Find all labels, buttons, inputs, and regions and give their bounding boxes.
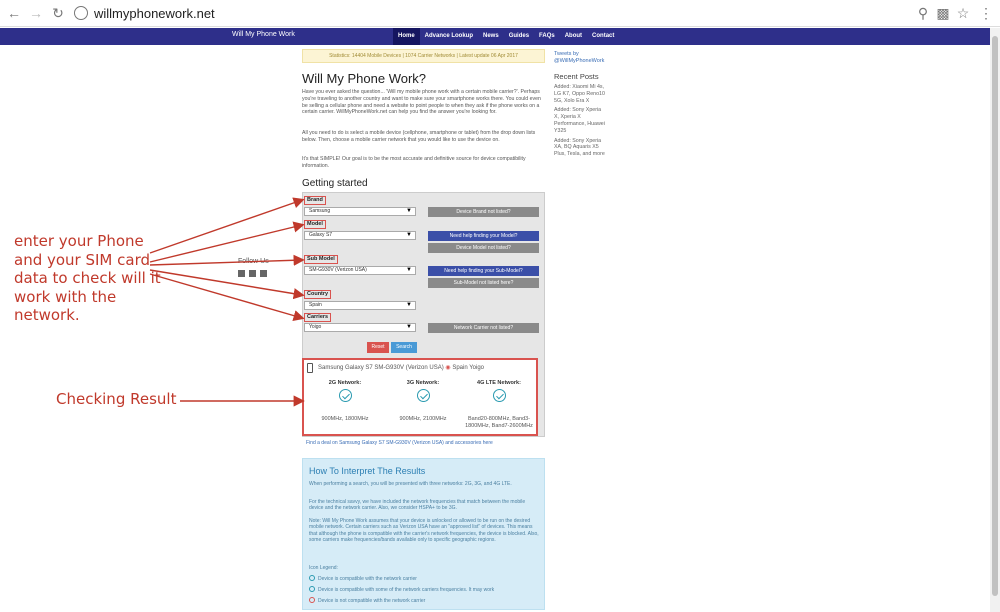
submodel-not-listed-button[interactable]: Sub-Model not listed here?	[428, 278, 539, 288]
bookmark-star-icon[interactable]: ☆	[956, 5, 970, 21]
submodel-help-button[interactable]: Need help finding your Sub-Model?	[428, 266, 539, 276]
annotation-text	[14, 232, 184, 325]
network-2g-title: 2G Network:	[328, 380, 362, 386]
result-panel	[302, 358, 538, 436]
browser-toolbar	[0, 0, 1000, 27]
zoom-icon[interactable]: ⚲	[917, 5, 929, 21]
twitter-icon[interactable]	[238, 270, 245, 277]
site-navbar	[0, 28, 1000, 45]
address-bar[interactable]	[74, 4, 974, 23]
nav-about[interactable]: About	[564, 33, 583, 39]
network-2g	[310, 380, 380, 423]
interpret-paragraph-2: For the technical savvy, we have included the network frequencies that match between the mobile device and the network carrier. Also, we consider HSPA+ to be 3G.	[309, 499, 526, 512]
search-button[interactable]: Search	[391, 342, 417, 353]
network-4g-title: 4G LTE Network:	[477, 380, 521, 386]
legend-text: Device is compatible with some of the network carriers frequencies. It may work	[318, 587, 495, 593]
location-pin-icon: ◉	[445, 365, 451, 371]
interpret-panel	[302, 458, 545, 610]
getting-started-heading: Getting started	[302, 178, 368, 189]
model-not-listed-button[interactable]: Device Model not listed?	[428, 243, 539, 253]
page-title: Will My Phone Work?	[302, 71, 427, 86]
result-location: Spain Yoigo	[452, 365, 485, 371]
dropdown-arrow-icon: ▼	[406, 324, 412, 330]
site-brand[interactable]: Will My Phone Work	[232, 31, 295, 38]
dropdown-arrow-icon: ▼	[406, 302, 412, 308]
network-2g-freq: 900MHz, 1800MHz	[321, 416, 369, 422]
nav-news[interactable]: News	[483, 33, 499, 39]
country-select-value: Spain	[309, 302, 322, 308]
network-3g	[388, 380, 458, 423]
recent-post-item[interactable]: Added: Xiaomi Mi 4s, LG K7, Oppo Reno10 5G, Xolo Era X	[554, 84, 605, 104]
nav-guides[interactable]: Guides	[508, 33, 530, 39]
result-device: Samsung Galaxy S7 SM-G930V (Verizon USA)	[318, 365, 444, 371]
recent-posts-heading: Recent Posts	[554, 72, 599, 81]
legend-item-partial	[309, 586, 494, 593]
legend-item-compatible	[309, 575, 417, 582]
info-icon[interactable]	[74, 6, 88, 20]
recent-post-item[interactable]: Added: Sony Xperia XA, BQ Aquaris X5 Plus, Tesla, and more	[554, 137, 605, 158]
check-icon	[339, 389, 352, 402]
legend-item-incompatible	[309, 597, 425, 604]
carriers-select[interactable]	[304, 323, 416, 332]
url-text: willmyphonework.net	[94, 6, 215, 21]
find-deal-link[interactable]: Find a deal on Samsung Galaxy S7 SM-G930V (Verizon USA) and accessories here	[306, 440, 493, 446]
forward-arrow-icon[interactable]: →	[29, 5, 43, 21]
carrier-not-listed-button[interactable]: Network Carrier not listed?	[428, 323, 539, 333]
carriers-select-value: Yoigo	[309, 324, 322, 330]
menu-icon[interactable]: ⋮	[979, 5, 993, 21]
brand-select-value: Samsung	[309, 208, 331, 214]
sidebar	[554, 51, 606, 158]
nav-home[interactable]: Home	[393, 28, 420, 45]
nav-faqs[interactable]: FAQs	[539, 33, 555, 39]
submodel-label: Sub Model	[304, 255, 338, 264]
phone-icon	[307, 363, 313, 373]
stats-bar: Statistics: 14404 Mobile Devices | 1074 Carrier Networks | Latest update 06 Apr 2017	[302, 49, 545, 63]
reload-icon[interactable]: ↻	[52, 5, 64, 21]
country-label: Country	[304, 290, 331, 299]
network-3g-freq: 900MHz, 2100MHz	[399, 416, 447, 422]
translate-icon[interactable]: ▩	[936, 5, 950, 21]
network-3g-title: 3G Network:	[406, 380, 440, 386]
network-4g-freq: Band20-800MHz, Band3-1800MHz, Band7-2600MHz	[465, 416, 533, 429]
submodel-select-value: SM-G930V (Verizon USA)	[309, 267, 367, 273]
checking-result-annotation: Checking Result	[56, 390, 177, 408]
annotation-line: data to check will it	[14, 269, 161, 287]
check-circle-icon	[309, 575, 315, 581]
brand-not-listed-button[interactable]: Device Brand not listed?	[428, 207, 539, 217]
tweets-link[interactable]: Tweets by @WillMyPhoneWork	[554, 51, 605, 64]
interpret-paragraph-3: Note: Will My Phone Work assumes that your device is unlocked or allowed to be run on the desired mobile network. Certain carriers such as Verizon USA have an "approved list" of devices. This means that although the phone is compatible with the carrier's network frequencies, the device is blocked. Also, some carriers make frequencies/bands available only to specific geographic regions.	[309, 518, 539, 544]
annotation-line: and your SIM card	[14, 250, 151, 269]
reset-button[interactable]: Reset	[367, 342, 389, 353]
result-header	[318, 364, 484, 371]
brand-label: Brand	[304, 196, 326, 205]
back-arrow-icon[interactable]: ←	[7, 5, 21, 21]
intro-paragraph-2: All you need to do is select a mobile device (cellphone, smartphone or tablet) from the drop down lists below. Then, choose a mobile carrier network that you would like to use the device on.	[302, 130, 536, 143]
carriers-label: Carriers	[304, 313, 331, 322]
model-help-button[interactable]: Need help finding your Model?	[428, 231, 539, 241]
recent-post-item[interactable]: Added: Sony Xperia X, Xperia X Performance, Huawei Y325	[554, 107, 605, 134]
partial-circle-icon	[309, 586, 315, 592]
legend-title: Icon Legend:	[309, 565, 338, 571]
legend-text: Device is not compatible with the network carrier	[318, 598, 426, 604]
nav-advance-lookup[interactable]: Advance Lookup	[424, 33, 474, 39]
nav-contact[interactable]: Contact	[592, 33, 615, 39]
annotation-line: enter your Phone	[14, 232, 144, 250]
google-plus-icon[interactable]	[260, 270, 267, 277]
annotation-line: work with the network.	[14, 287, 117, 324]
country-select[interactable]	[304, 301, 416, 310]
intro-paragraph-1: Have you ever asked the question... 'Will my mobile phone work with a certain mobile carrier?'. Perhaps you're traveling to another country and want to make sure your smartphone works there. You could even be selling a cellular phone and need a website to point people to when they ask if the phone works on a certain carrier. WillMyPhoneWork.net can help you find the answer you're looking for.	[302, 89, 541, 116]
dropdown-arrow-icon: ▼	[406, 267, 412, 273]
x-circle-icon	[309, 597, 315, 603]
interpret-paragraph-1: When performing a search, you will be presented with three networks: 2G, 3G, and 4G LTE.	[309, 481, 512, 487]
scrollbar-thumb[interactable]	[992, 36, 998, 596]
interpret-title: How To Interpret The Results	[309, 466, 426, 476]
check-icon	[417, 389, 430, 402]
scrollbar[interactable]	[990, 28, 1000, 612]
model-label: Model	[304, 220, 326, 229]
check-icon	[493, 389, 506, 402]
dropdown-arrow-icon: ▼	[406, 232, 412, 238]
follow-us-label: Follow Us	[238, 258, 269, 265]
legend-text: Device is compatible with the network carrier	[318, 576, 417, 582]
dropdown-arrow-icon: ▼	[406, 208, 412, 214]
intro-paragraph-3: It's that SIMPLE! Our goal is to be the most accurate and definitive source for device compatibility information.	[302, 156, 526, 169]
model-select-value: Galaxy S7	[309, 232, 333, 238]
submodel-select[interactable]	[304, 266, 416, 275]
facebook-icon[interactable]	[249, 270, 256, 277]
brand-select[interactable]	[304, 207, 416, 216]
network-4g	[464, 380, 534, 430]
nav-menu	[393, 28, 619, 45]
model-select[interactable]	[304, 231, 416, 240]
